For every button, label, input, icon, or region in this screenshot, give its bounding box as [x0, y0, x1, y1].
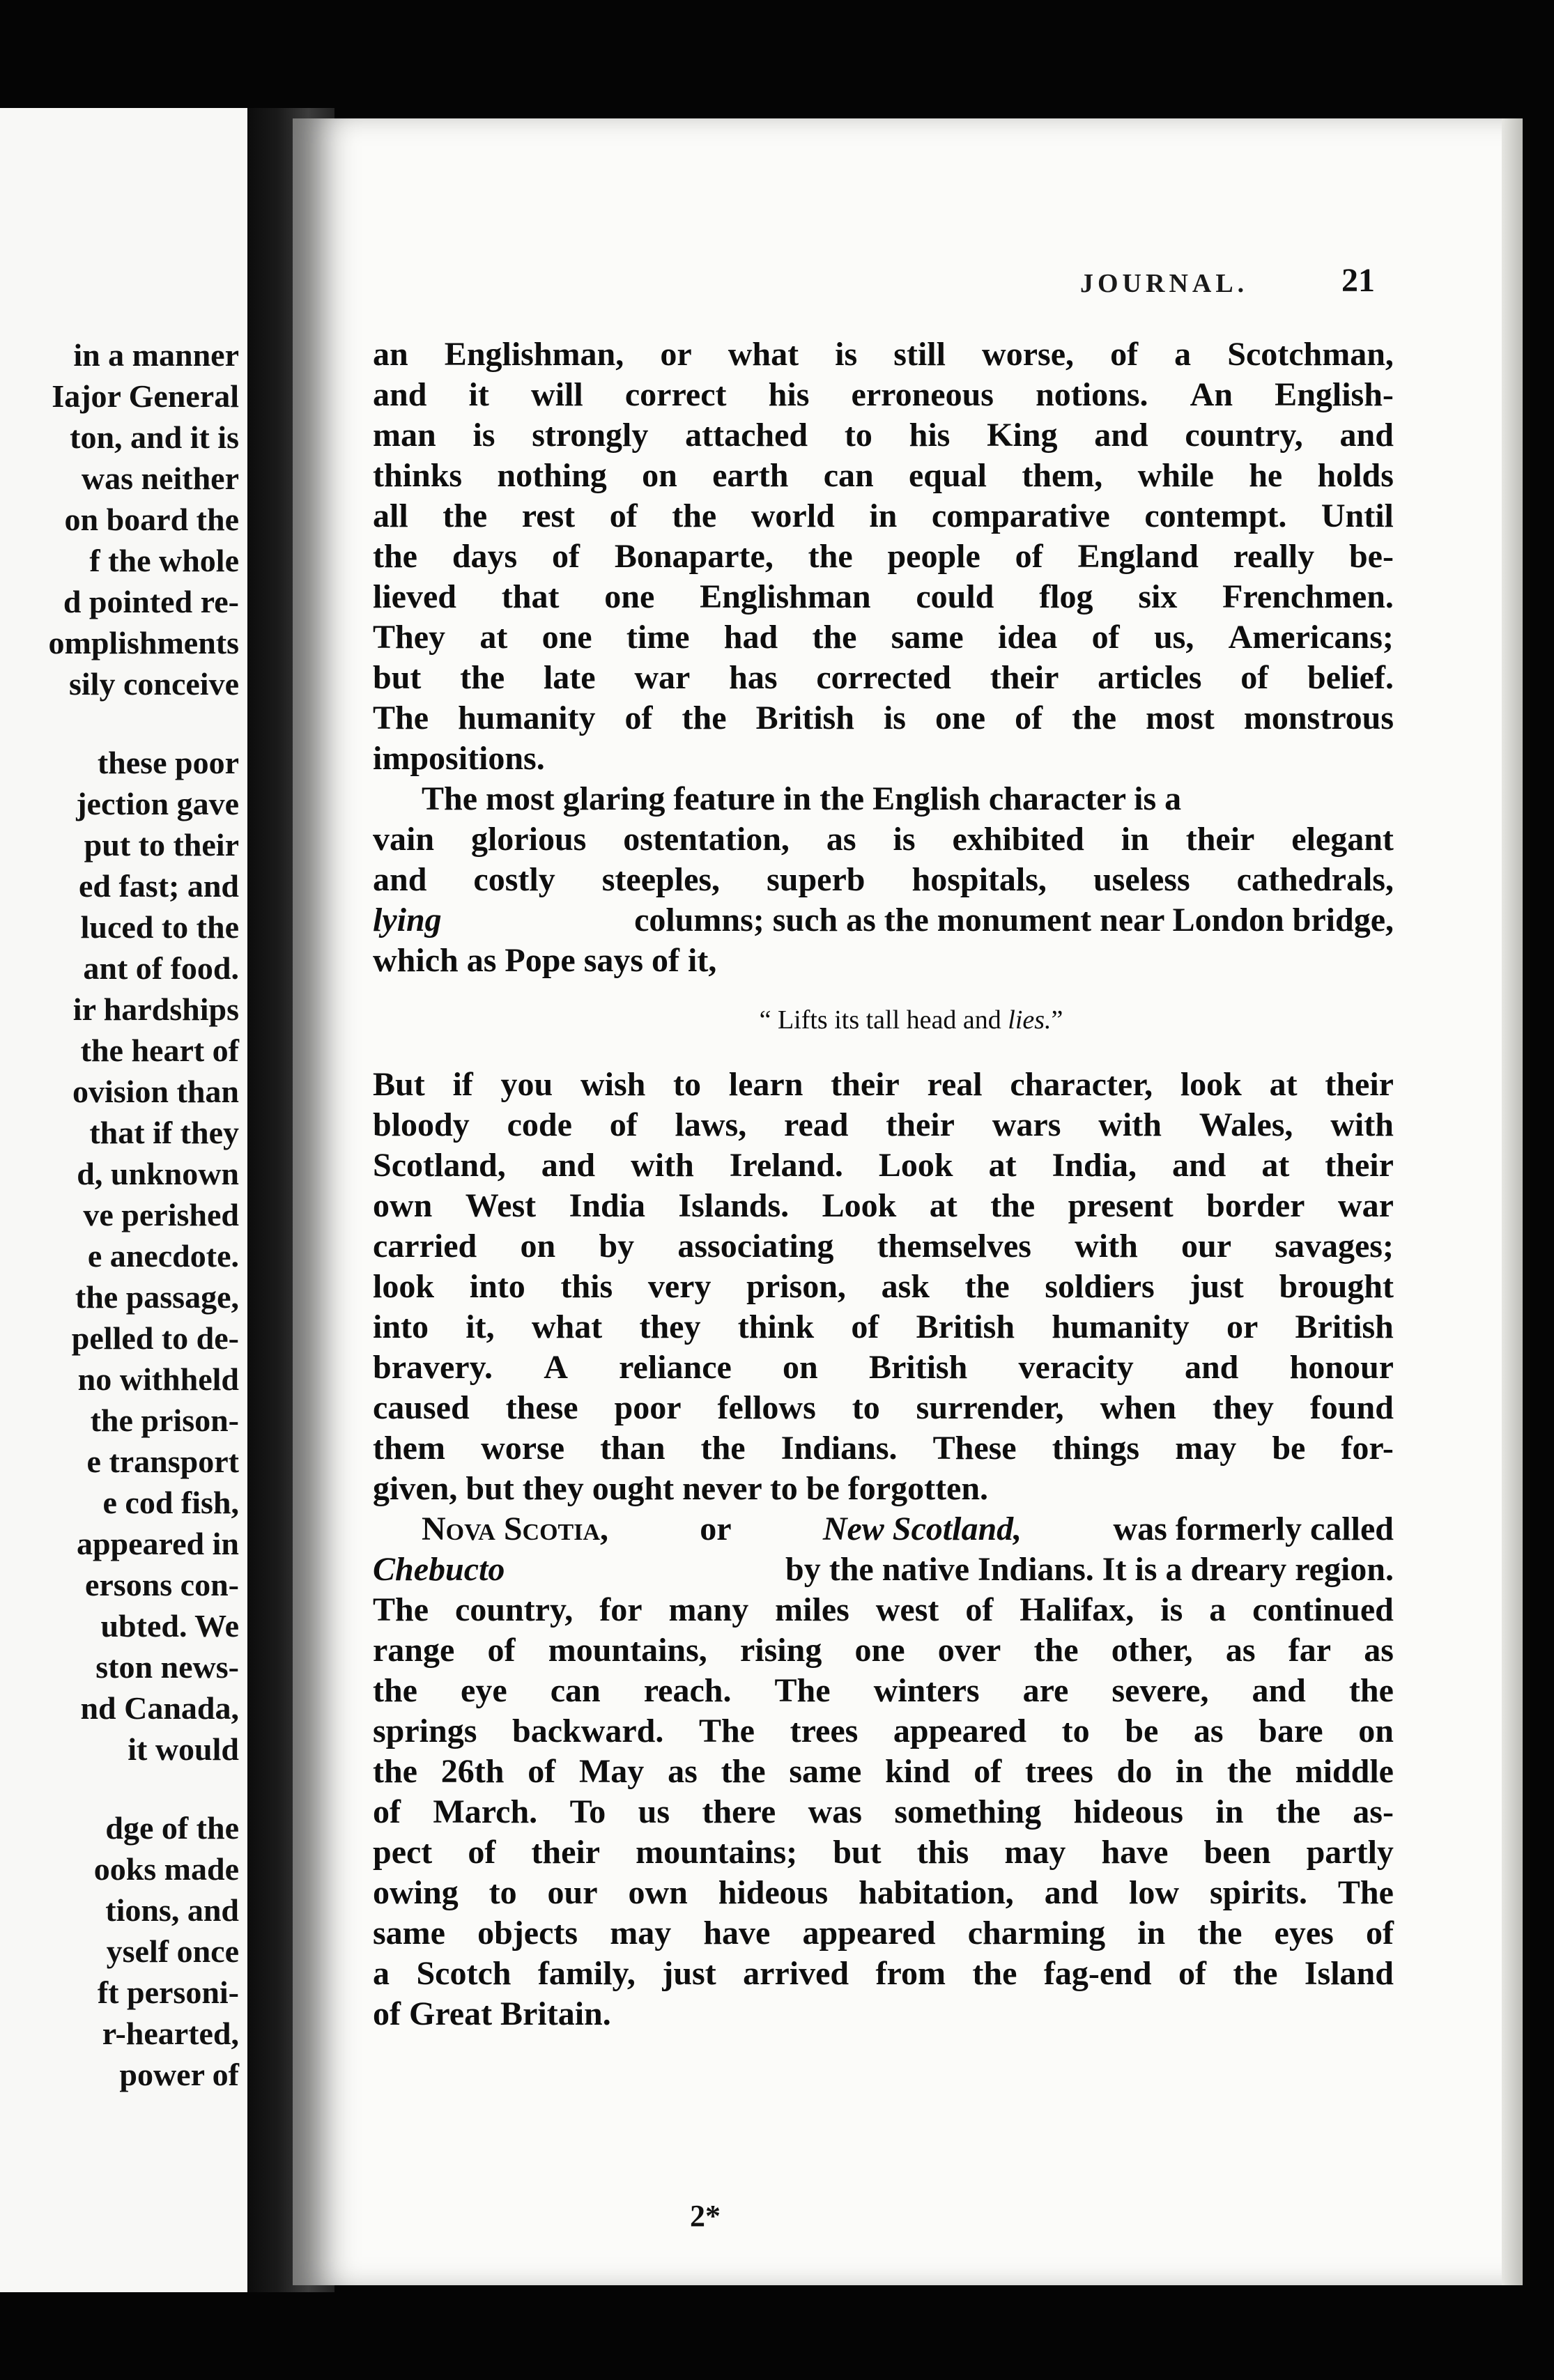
- left-text-line: was neither: [81, 461, 239, 496]
- running-head: [293, 261, 1523, 303]
- left-text-line: ubted. We: [100, 1608, 239, 1644]
- left-text-line: that if they: [89, 1115, 239, 1150]
- text-line: Chebucto by the native Indians. It is a dreary region.: [373, 1551, 1394, 1588]
- paragraph-1: [373, 334, 1394, 739]
- text-line: caused these poor fellows to surrender, when they found: [373, 1389, 1394, 1426]
- text-line: of March. To us there was something hideous in the as-: [373, 1793, 1394, 1830]
- left-text-line: ft personi-: [97, 1975, 239, 2010]
- text-line: into it, what they think of British humanity or British: [373, 1308, 1394, 1345]
- left-text-line: Iajor General: [52, 378, 239, 414]
- left-text-line: e cod fish,: [102, 1485, 239, 1520]
- text-line: look into this very prison, ask the soldiers just brought: [373, 1268, 1394, 1305]
- text-line: pect of their mountains; but this may have been partly: [373, 1834, 1394, 1871]
- left-text-line: put to their: [84, 827, 239, 863]
- paragraph-3: [373, 1065, 1394, 1469]
- text-line: But if you wish to learn their real character, look at their: [373, 1066, 1394, 1103]
- left-text-line: ir hardships: [72, 991, 239, 1027]
- text-line: the eye can reach. The winters are severe, and the: [373, 1672, 1394, 1709]
- left-text-line: tions, and: [105, 1892, 239, 1928]
- left-text-line: ooks made: [93, 1851, 239, 1887]
- left-text-line: no withheld: [77, 1361, 239, 1397]
- left-text-line: nd Canada,: [80, 1690, 239, 1726]
- text-line: vain glorious ostentation, as is exhibited in their elegant: [373, 821, 1394, 858]
- left-text-line: d, unknown: [77, 1156, 239, 1191]
- left-text-line: in a manner: [73, 337, 239, 373]
- left-text-line: r-hearted,: [102, 2016, 239, 2051]
- text-line: [373, 779, 1394, 819]
- left-text-line: omplishments: [48, 625, 239, 660]
- text-line: of Great Britain.: [373, 1995, 611, 2032]
- left-text-line: the prison-: [90, 1402, 239, 1438]
- left-text-line: appeared in: [76, 1526, 239, 1561]
- left-text-line: dge of the: [105, 1810, 239, 1846]
- paragraph-2: [373, 819, 1394, 900]
- left-text-line: d pointed re-: [63, 584, 239, 619]
- text-line: lying columns; such as the monument near London bridge,: [373, 900, 1394, 941]
- text-line: all the rest of the world in comparative contempt. Until: [373, 497, 1394, 534]
- paragraph-gap: [49, 1770, 239, 1807]
- text-line: the days of Bonaparte, the people of England really be-: [373, 538, 1394, 575]
- paragraph-gap: [49, 704, 239, 742]
- left-text-line: the passage,: [75, 1279, 239, 1315]
- text-line: carried on by associating themselves with our savages;: [373, 1228, 1394, 1265]
- left-text-line: ant of food.: [83, 950, 239, 986]
- text-line: and costly steeples, superb hospitals, useless cathedrals,: [373, 861, 1394, 898]
- left-text-line: ed fast; and: [78, 868, 239, 904]
- text-line: range of mountains, rising one over the other, as far as: [373, 1632, 1394, 1669]
- left-text-line: jection gave: [76, 786, 239, 821]
- text-line: The country, for many miles west of Halifax, is a continued: [373, 1591, 1394, 1628]
- text-line: Nova Scotia, or New Scotland, was formerly called: [373, 1509, 1394, 1550]
- page-number: 21: [1341, 262, 1375, 299]
- left-text-line: on board the: [64, 502, 239, 537]
- text-line: given, but they ought never to be forgotten.: [373, 1470, 989, 1507]
- text-line: them worse than the Indians. These things may be for-: [373, 1430, 1394, 1467]
- left-text-line: these poor: [97, 745, 239, 780]
- page-edge: [1502, 118, 1523, 2285]
- text-line: impositions.: [373, 740, 545, 777]
- para2-first: The most glaring feature in the English character is a: [422, 780, 1182, 817]
- running-title: JOURNAL.: [1080, 269, 1249, 298]
- small-caps-heading: Nova Scotia,: [422, 1510, 608, 1547]
- left-text-line: ve perished: [83, 1197, 239, 1232]
- right-page: [293, 118, 1523, 2285]
- body-text: [373, 334, 1394, 2034]
- left-text-line: f the whole: [89, 543, 239, 578]
- left-page: [0, 108, 247, 2292]
- left-text-line: sily conceive: [69, 666, 239, 702]
- text-line: a Scotch family, just arrived from the fag-end of the Island: [373, 1955, 1394, 1992]
- text-line: same objects may have appeared charming in the eyes of: [373, 1915, 1394, 1952]
- left-text-line: power of: [119, 2057, 239, 2092]
- left-text-line: the heart of: [80, 1033, 239, 1068]
- text-line: bloody code of laws, read their wars with Wales, with: [373, 1106, 1394, 1143]
- left-text-line: yself once: [106, 1933, 239, 1969]
- text-line: own West India Islands. Look at the present border war: [373, 1187, 1394, 1224]
- text-line: owing to our own hideous habitation, and low spirits. The: [373, 1874, 1394, 1911]
- left-text-line: pelled to de-: [71, 1320, 239, 1356]
- text-line: thinks nothing on earth can equal them, while he holds: [373, 457, 1394, 494]
- text-line: The humanity of the British is one of the most monstrous: [373, 700, 1394, 736]
- left-text-line: ston news-: [95, 1649, 239, 1685]
- text-line: They at one time had the same idea of us, Americans;: [373, 619, 1394, 656]
- left-text-line: ton, and it is: [70, 419, 239, 455]
- text-line: Scotland, and with Ireland. Look at India, and at their: [373, 1147, 1394, 1184]
- left-text-line: ersons con-: [84, 1567, 239, 1602]
- text-line: which as Pope says of it,: [373, 942, 717, 979]
- text-line: but the late war has corrected their articles of belief.: [373, 659, 1394, 696]
- text-line: bravery. A reliance on British veracity and honour: [373, 1349, 1394, 1386]
- text-line: and it will correct his erroneous notions. An English-: [373, 376, 1394, 413]
- signature-mark: 2*: [690, 2199, 721, 2233]
- left-text-line: ovision than: [72, 1074, 239, 1109]
- paragraph-4: [373, 1590, 1394, 1994]
- block-quote: “ Lifts its tall head and lies.”: [759, 1005, 1063, 1035]
- italic-word: lying: [373, 902, 442, 938]
- left-text-line: e transport: [86, 1444, 239, 1479]
- text-line: springs backward. The trees appeared to be as bare on: [373, 1713, 1394, 1749]
- text-line: the 26th of May as the same kind of trees do in the middle: [373, 1753, 1394, 1790]
- text-line: man is strongly attached to his King and country, and: [373, 417, 1394, 454]
- left-text-line: luced to the: [80, 909, 239, 945]
- text-line: lieved that one Englishman could flog six Frenchmen.: [373, 578, 1394, 615]
- left-text-line: it would: [128, 1731, 239, 1767]
- left-text-line: e anecdote.: [87, 1238, 239, 1274]
- text-line: an Englishman, or what is still worse, of a Scotchman,: [373, 336, 1394, 373]
- left-page-text: [49, 334, 239, 2095]
